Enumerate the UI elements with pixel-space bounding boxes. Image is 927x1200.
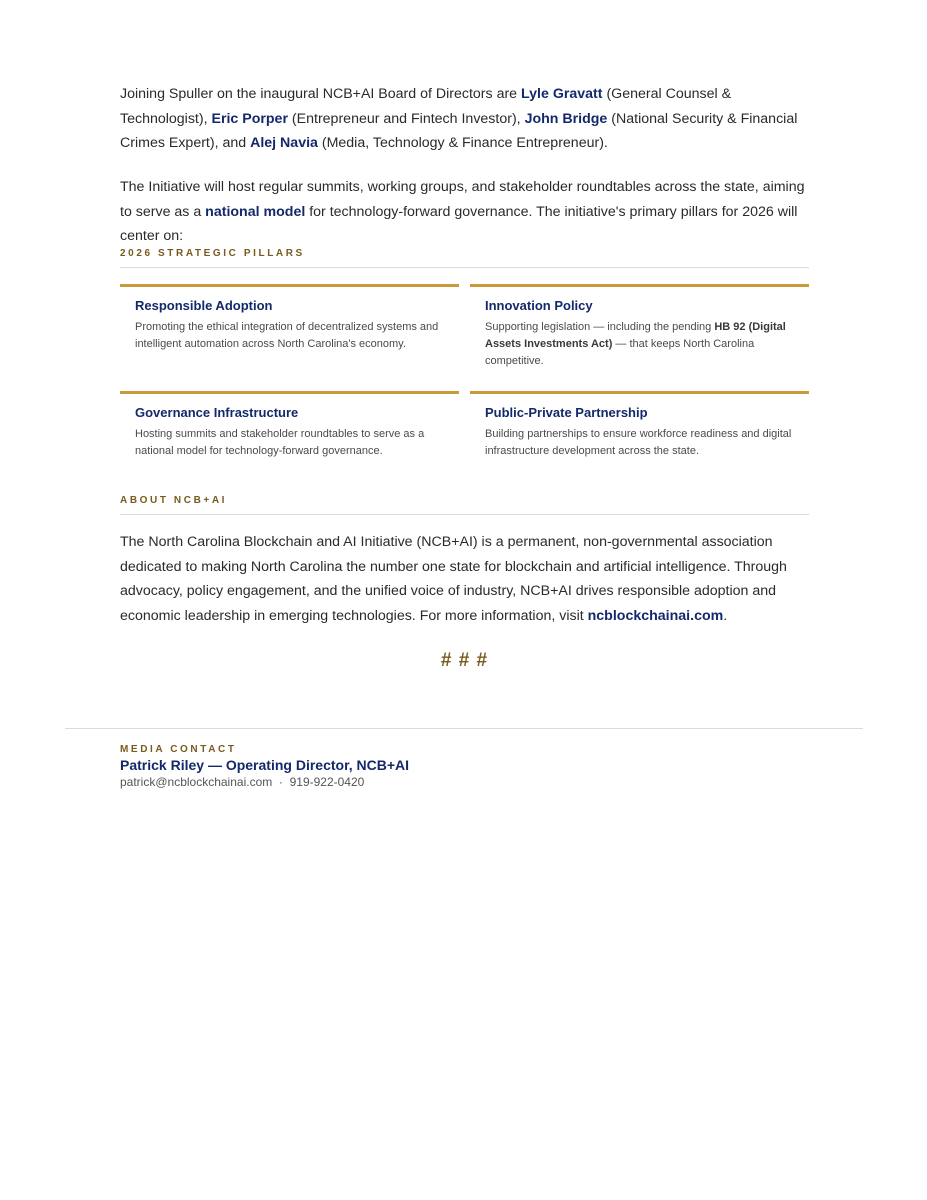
board-paragraph: Joining Spuller on the inaugural NCB+AI Board of Directors are Lyle Gravatt (General Counsel & Technologist), Eric Porper (Entrepreneur and Fintech Investor), John Bridge (National Security & Financial Crimes Expert), and Alej Navia (Media, Technology & Finance Entrepreneur). (120, 86, 798, 151)
about-section-label: ABOUT NCB+AI (120, 495, 228, 506)
footer-divider (65, 728, 863, 729)
bill-reference: HB 92 (Digital Assets Investments Act) (485, 321, 786, 350)
pillars-section-label: 2026 STRATEGIC PILLARS (120, 248, 305, 259)
pillar-card-governance-infrastructure (120, 391, 459, 460)
board-member-name: Alej Navia (250, 135, 318, 151)
pillar-title: Public-Private Partnership (485, 405, 648, 420)
board-member-name: John Bridge (524, 110, 608, 127)
pillar-description: Supporting legislation — including the pending HB 92 (Digital Assets Investments Act) — that keeps North Carolina competitive. (485, 321, 786, 367)
media-contact-label: MEDIA CONTACT (120, 744, 237, 755)
contact-phone: 919-922-0420 (289, 775, 365, 789)
pillar-description: Building partnerships to ensure workforce readiness and digital infrastructure development across the state. (485, 428, 792, 457)
end-of-release-mark: # # # (440, 650, 489, 671)
contact-separator: · (278, 775, 283, 789)
contact-email[interactable]: patrick@ncblockchainai.com (120, 775, 273, 789)
pillar-card-innovation-policy (470, 284, 809, 370)
emphasis-text: national model (205, 203, 306, 220)
section-divider (120, 514, 809, 515)
website-link[interactable]: ncblockchainai.com (587, 607, 724, 624)
initiative-paragraph: The Initiative will host regular summits, working groups, and stakeholder roundtables across the state, aiming to serve as a national model for technology-forward governance. The initiative's primary pillars for 2026 will center on: (120, 179, 805, 244)
section-divider (120, 267, 809, 268)
pillar-card-public-private-partnership (470, 391, 809, 460)
contact-name: Patrick Riley — Operating Director, NCB+AI (120, 757, 410, 773)
pillar-title: Responsible Adoption (135, 298, 273, 313)
pillar-description: Hosting summits and stakeholder roundtables to serve as a national model for technology-forward governance. (135, 428, 425, 457)
pillar-title: Innovation Policy (485, 298, 593, 313)
about-paragraph: The North Carolina Blockchain and AI Initiative (NCB+AI) is a permanent, non-governmental association dedicated to making North Carolina the number one state for blockchain and artificial intelligence. Through advocacy, policy engagement, and the unified voice of industry, NCB+AI drives responsible adoption and economic leadership in emerging technologies. For more information, visit ncblockchainai.com. (120, 534, 787, 624)
board-member-name: Eric Porper (211, 110, 288, 127)
pillar-title: Governance Infrastructure (135, 405, 299, 420)
contact-details (120, 775, 364, 789)
pillar-card-responsible-adoption (120, 284, 459, 353)
board-member-name: Lyle Gravatt (521, 86, 603, 102)
pillar-description: Promoting the ethical integration of decentralized systems and intelligent automation across North Carolina's economy. (135, 321, 439, 350)
